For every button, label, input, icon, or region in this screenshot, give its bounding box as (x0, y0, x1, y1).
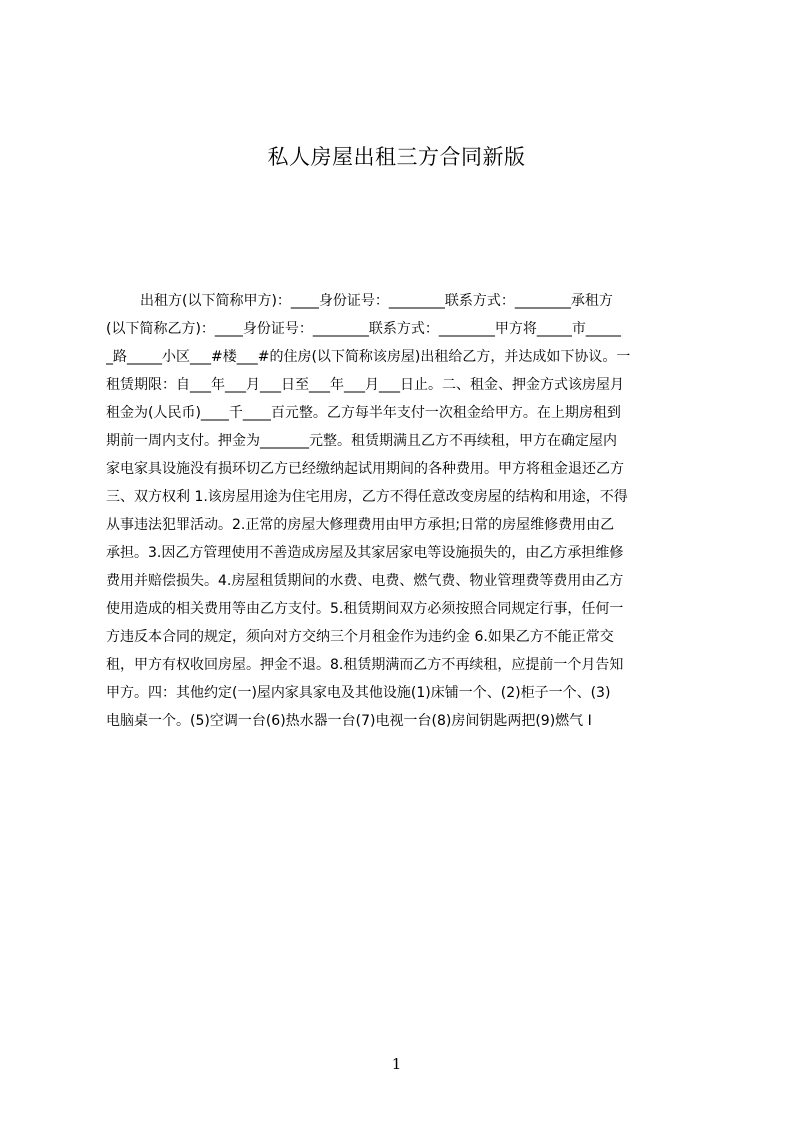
body-line: 租，甲方有权收回房屋。押金不退。8.租赁期满而乙方不再续租，应提前一个月告知 (106, 657, 624, 673)
body-line: 承担。3.因乙方管理使用不善造成房屋及其家居家电等设施损失的，由乙方承担维修 (106, 545, 624, 561)
contract-body (106, 287, 698, 735)
body-line: 方违反本合同的规定，须向对方交纳三个月租金作为违约金 6.如果乙方不能正常交 (106, 629, 614, 645)
body-line: 租金为(人民币)____千____百元整。乙方每半年支付一次租金给甲方。在上期房租到 (106, 405, 621, 421)
body-line: 使用造成的相关费用等由乙方支付。5.租赁期间双方必须按照合同规定行事，任何一 (106, 601, 624, 617)
body-line: _路_____小区___#楼___#的住房(以下简称该房屋)出租给乙方，并达成如下协议。一 (106, 349, 631, 365)
body-line: 租赁期限：自___年___月___日至___年___月___日止。二、租金、押金方式该房屋月 (106, 377, 624, 393)
body-line: 期前一周内支付。押金为_______元整。租赁期满且乙方不再续租，甲方在确定屋内 (106, 433, 617, 449)
body-line: 费用并赔偿损失。4.房屋租赁期间的水费、电费、燃气费、物业管理费等费用由乙方 (106, 573, 624, 589)
body-line: 电脑桌一个。(5)空调一台(6)热水器一台(7)电视一台(8)房间钥匙两把(9)燃气 I (106, 713, 592, 729)
body-line: 家电家具设施没有损环切乙方已经缴纳起试用期间的各种费用。甲方将租金退还乙方 (106, 461, 624, 477)
body-line: 出租方(以下简称甲方)：____身份证号：________联系方式：________承租方 (140, 293, 613, 309)
body-line: 甲方。四：其他约定(一)屋内家具家电及其他设施(1)床铺一个、(2)柜子一个、(3) (106, 685, 611, 701)
body-line: (以下简称乙方)：____身份证号：________联系方式：________甲方将_____市_____ (106, 321, 621, 337)
page-number: 1 (391, 1055, 402, 1073)
body-line: 从事违法犯罪活动。2.正常的房屋大修理费用由甲方承担;日常的房屋维修费用由乙 (106, 517, 615, 533)
document-title: 私人房屋出租三方合同新版 (267, 145, 526, 169)
body-line: 三、双方权利 1.该房屋用途为住宅用房，乙方不得任意改变房屋的结构和用途，不得 (106, 489, 628, 505)
